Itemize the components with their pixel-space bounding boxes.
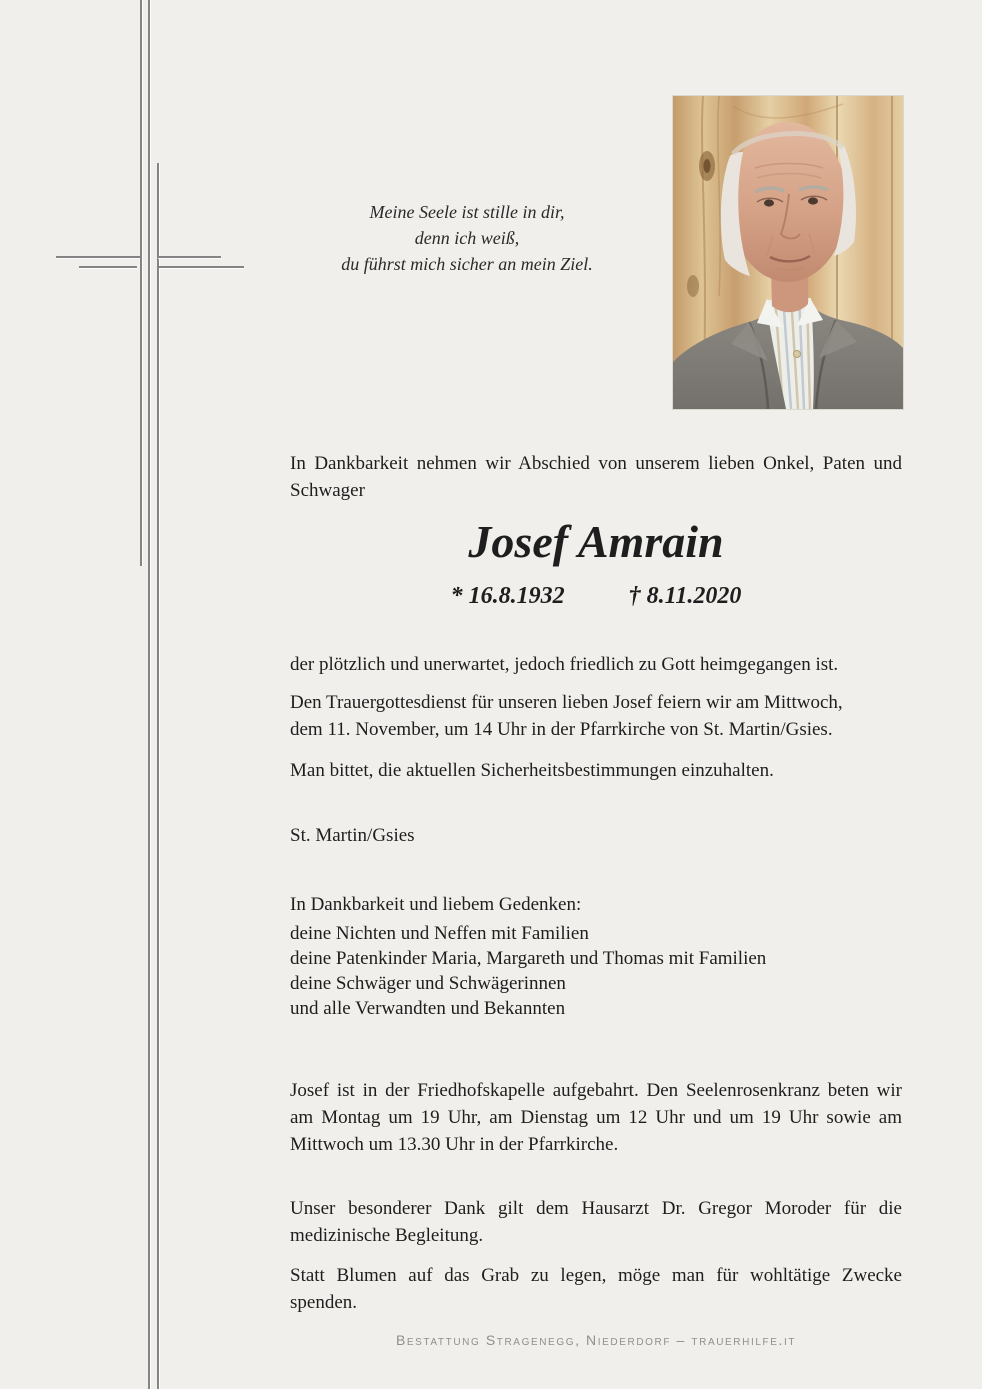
gratitude-heading: In Dankbarkeit und liebem Gedenken: (290, 894, 582, 915)
thanks-paragraph (290, 1195, 902, 1249)
wake-line: am Montag um 19 Uhr, am Dienstag um 12 Uhr und um 19 Uhr sowie am (290, 1107, 902, 1128)
passing-paragraph (290, 651, 902, 678)
mourner-line: deine Nichten und Neffen mit Familien (290, 923, 589, 944)
quote-line: du führst mich sicher an mein Ziel. (341, 254, 593, 274)
wake-paragraph (290, 1077, 902, 1158)
service-paragraph (290, 689, 902, 743)
rules-paragraph (290, 757, 902, 784)
wake-line: Mittwoch um 13.30 Uhr in der Pfarrkirche. (290, 1134, 619, 1155)
funeral-home-footer: Bestattung Stragenegg, Niederdorf – trauerhilfe.it (395, 1332, 797, 1348)
mourners-list (290, 921, 902, 1021)
place-line: St. Martin/Gsies (290, 825, 415, 846)
thanks-line: Unser besonderer Dank gilt dem Hausarzt Dr. Gregor Moroder für die (290, 1198, 902, 1219)
cross-arm-upper-left (56, 256, 140, 258)
donation-line: spenden. (290, 1292, 358, 1313)
life-dates (290, 583, 902, 610)
death-date: † 8.11.2020 (628, 583, 742, 609)
intro-line: Schwager (290, 480, 365, 501)
quote-line: denn ich weiß, (414, 228, 520, 248)
cross-arm-lower-right (159, 266, 244, 268)
cross-arm-upper-right (158, 256, 221, 258)
mourner-line: deine Patenkinder Maria, Margareth und Thomas mit Familien (290, 948, 767, 969)
cross-vertical-line-left (140, 0, 142, 566)
donation-paragraph (290, 1262, 902, 1316)
intro-line: In Dankbarkeit nehmen wir Abschied von unserem lieben Onkel, Paten und (290, 453, 902, 474)
intro-paragraph (290, 450, 902, 504)
donation-line: Statt Blumen auf das Grab zu legen, möge man für wohltätige Zwecke (290, 1265, 902, 1286)
quote-line: Meine Seele ist stille in dir, (369, 202, 565, 222)
wake-line: Josef ist in der Friedhofskapelle aufgebahrt. Den Seelenrosenkranz beten wir (290, 1080, 902, 1101)
service-line: dem 11. November, um 14 Uhr in der Pfarrkirche von St. Martin/Gsies. (290, 719, 833, 740)
passing-line: der plötzlich und unerwartet, jedoch friedlich zu Gott heimgegangen ist. (290, 654, 839, 675)
rules-line: Man bittet, die aktuellen Sicherheitsbestimmungen einzuhalten. (290, 760, 774, 781)
cross-vertical-line-right (157, 163, 159, 1389)
deceased-name: Josef Amrain (468, 516, 724, 567)
thanks-line: medizinische Begleitung. (290, 1225, 484, 1246)
cross-arm-lower-left (79, 266, 137, 268)
service-line: Den Trauergottesdienst für unseren lieben Josef feiern wir am Mittwoch, (290, 692, 843, 713)
portrait-photo (673, 96, 903, 409)
mourner-line: deine Schwäger und Schwägerinnen (290, 973, 566, 994)
birth-date: * 16.8.1932 (450, 583, 565, 609)
cross-vertical-line-center (148, 0, 150, 1389)
memorial-quote (297, 199, 637, 277)
mourner-line: und alle Verwandten und Bekannten (290, 998, 566, 1019)
